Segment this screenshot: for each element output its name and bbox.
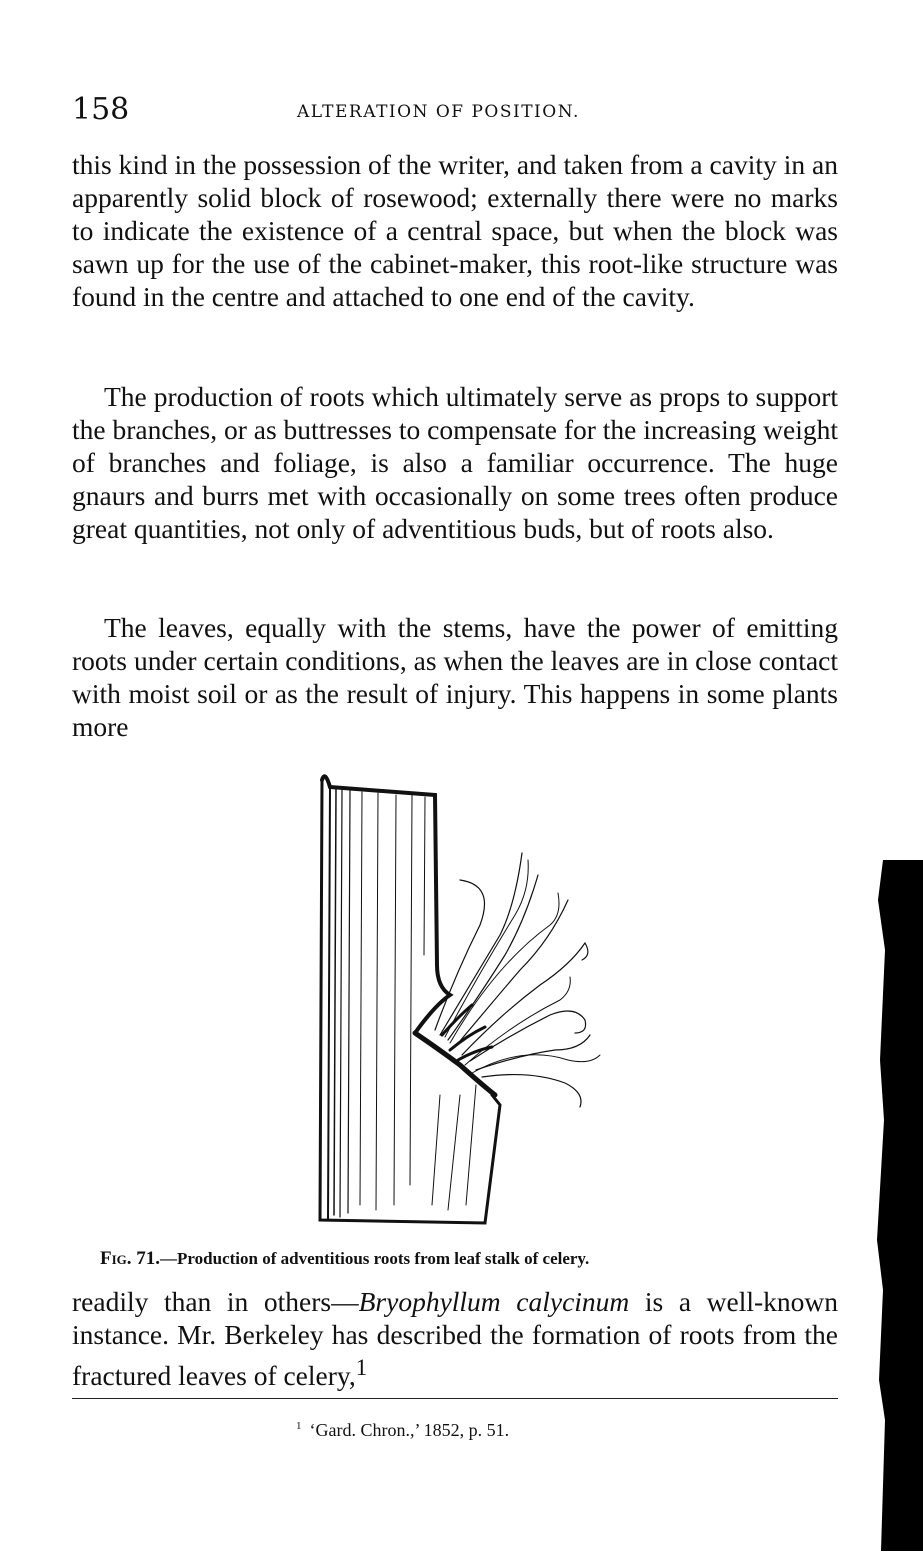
footnote — [296, 1420, 509, 1441]
celery-leaf-stalk-illustration — [300, 765, 620, 1235]
footnote-reference: 1 — [355, 1355, 368, 1380]
species-name: Bryophyllum calycinum — [358, 1286, 630, 1317]
figure-caption — [100, 1248, 830, 1270]
figure-caption-text: —Production of adventitious roots from leaf stalk of celery. — [160, 1249, 590, 1268]
paragraph-3: The leaves, equally with the stems, have the power of emitting roots under certain conditions, as when the leaves are in close contact with moist soil or as the result of injury. This happens in some plants more — [72, 612, 838, 742]
paragraph-4 — [72, 1285, 838, 1392]
paragraph-2: The production of roots which ultimately serve as props to support the branches, or as buttresses to compensate for the increasing weight of branches and foliage, is also a familiar occurrence. The huge gnaurs and burrs met with occasionally on some trees often produce great quantities, not only of adventitious buds, but of roots also. — [72, 381, 838, 544]
paragraph-4-start: readily than in others— — [72, 1286, 359, 1317]
page-edge-shadow — [875, 860, 923, 1551]
running-title: ALTERATION OF POSITION. — [297, 102, 580, 122]
paragraph-1: this kind in the possession of the writer, and taken from a cavity in an apparently solid block of rosewood; externally there were no marks to indicate the existence of a central space, but when the block was sawn up for the use of the cabinet-maker, this root-like structure was found in the centre and attached to one end of the cavity. — [72, 149, 838, 312]
figure-label: Fig. 71. — [100, 1248, 161, 1269]
page-number: 158 — [72, 92, 130, 127]
footnote-marker: 1 — [296, 1420, 302, 1432]
footnote-text: ‘Gard. Chron.,’ 1852, p. 51. — [309, 1420, 510, 1440]
paragraph-4-end: is a well-known instance. Mr. Berkeley has described the formation of roots from the fractured leaves of celery, — [72, 1286, 839, 1392]
footnote-rule — [72, 1398, 838, 1399]
page-header — [72, 92, 842, 132]
